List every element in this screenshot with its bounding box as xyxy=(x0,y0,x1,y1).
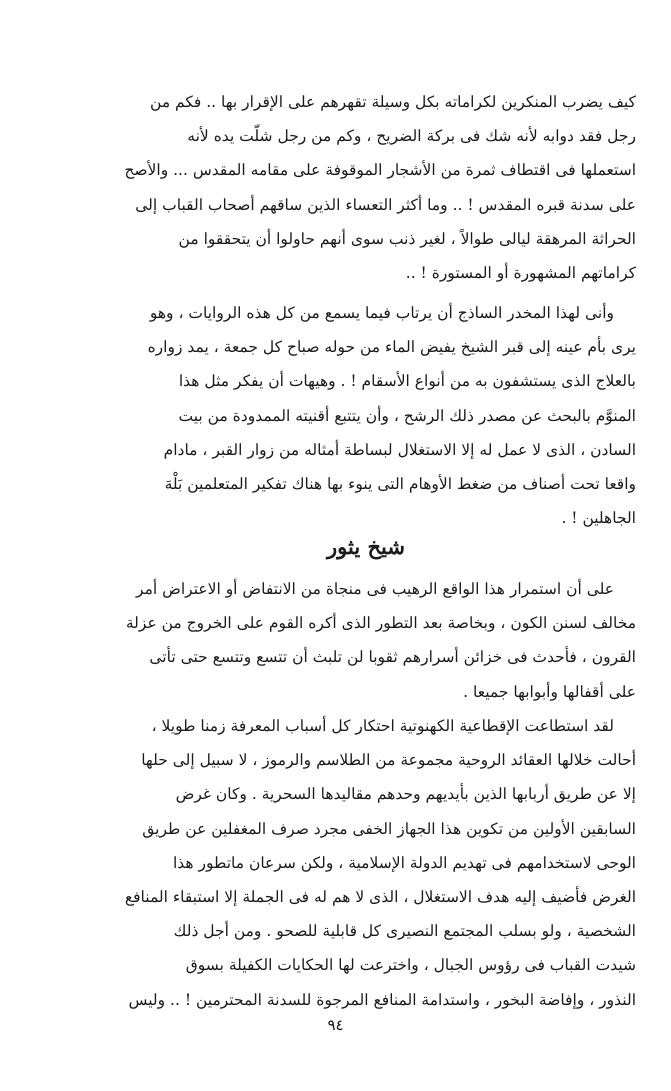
paragraph-line: واقعا تحت أصناف من ضغط الأوهام التى ينوء بها هناك تفكير المتعلمين بَلْهَ xyxy=(164,475,636,494)
paragraph-line: المنوَّم بالبحث عن مصدر ذلك الرشح ، وأن يتتبع أقنيته الممدودة من بيت xyxy=(178,406,636,425)
paragraph-line: الحراثة المرهقة ليالى طوالاً ، لغير ذنب سوى أنهم حاولوا أن يتحققوا من xyxy=(178,229,636,248)
paragraph-line: وأنى لهذا المخدر الساذج أن يرتاب فيما يسمع من كل هذه الروايات ، وهو xyxy=(149,304,614,322)
paragraph-line: كيف يضرب المنكرين لكراماته بكل وسيلة تقهرهم على الإقرار بها .. فكم من xyxy=(150,93,636,111)
paragraph-line: شيدت القباب فى رؤوس الجبال ، واخترعت لها الحكايات الكفيلة بسوق xyxy=(185,956,636,975)
paragraph-line: النذور ، وإفاضة البخور ، واستدامة المنافع المرجوة للسدنة المحترمين ! .. وليس xyxy=(128,990,636,1009)
paragraph-2 xyxy=(96,296,636,535)
paragraph-line: القرون ، فأحدث فى خزائن أسرارهم ثقوبا لن تلبث أن تتسع وتتسع حتى تأتى xyxy=(149,648,636,667)
paragraph-1 xyxy=(96,85,636,290)
paragraph-line: الشخصية ، ولو بسلب المجتمع النصيرى كل قابلية للصحو . ومن أجل ذلك xyxy=(173,922,636,941)
section-heading: شيخ يثور xyxy=(327,534,405,559)
paragraph-line: السابقين الأولين من تكوين هذا الجهاز الخفى مجرد صرف المغفلين عن طريق xyxy=(142,819,636,838)
paragraph-3 xyxy=(96,572,636,709)
paragraph-line: بالعلاج الذى يستشفون به من أنواع الأسقام ! . وهيهات أن يفكر مثل هذا xyxy=(178,372,636,391)
paragraph-line: على أن استمرار هذا الواقع الرهيب فى منجاة من الانتفاض أو الاعتراض أمر xyxy=(136,580,614,598)
paragraph-line: مخالف لسنن الكون ، وبخاصة بعد التطور الذى أكره القوم على الخروج من عزلة xyxy=(125,614,636,633)
paragraph-line: كراماتهم المشهورة أو المستورة ! .. xyxy=(405,264,636,283)
page-number: ٩٤ xyxy=(327,1016,344,1034)
paragraph-line: أحالت خلالها العقائد الروحية مجموعة من الطلاسم والرموز ، لا سبيل إلى حلها xyxy=(141,751,636,770)
paragraph-line: رجل فقد دوابه لأنه شك فى بركة الضريح ، وكم من رجل شلّت يده لأنه xyxy=(187,127,636,146)
paragraph-line: الغرض فأضيف إليه هدف الاستغلال ، الذى لا هم له فى الجملة إلا استبقاء المنافع xyxy=(124,888,636,907)
paragraph-line: لقد استطاعت الإقطاعية الكهنوتية احتكار كل أسباب المعرفة زمنا طويلا ، xyxy=(151,717,614,735)
paragraph-4 xyxy=(96,709,636,1017)
paragraph-line: استعملها فى اقتطاف ثمرة من الأشجار الموقوفة على مقامه المقدس ... والأصح xyxy=(124,161,636,180)
paragraph-line: على أقفالها وأبوابها جميعا . xyxy=(463,682,636,701)
paragraph-line: يرى بأم عينه إلى قبر الشيخ يفيض الماء من حوله صباح كل جمعة ، يمد زواره xyxy=(147,338,636,357)
paragraph-line: السادن ، الذى لا عمل له إلا الاستغلال لبساطة أمثاله من زوار القبر ، مادام xyxy=(163,440,636,459)
paragraph-line: الوحى لاستخدامهم فى تهديم الدولة الإسلامية ، ولكن سرعان ماتطور هذا xyxy=(172,853,636,872)
paragraph-line: الجاهلين ! . xyxy=(561,509,636,528)
paragraph-line: إلا عن طريق أربابها الذين بأيديهم وحدهم مقاليدها السحرية . وكان غرض xyxy=(175,785,636,804)
paragraph-line: على سدنة قبره المقدس ! .. وما أكثر التعساء الذين ساقهم أصحاب القباب إلى xyxy=(135,195,636,214)
